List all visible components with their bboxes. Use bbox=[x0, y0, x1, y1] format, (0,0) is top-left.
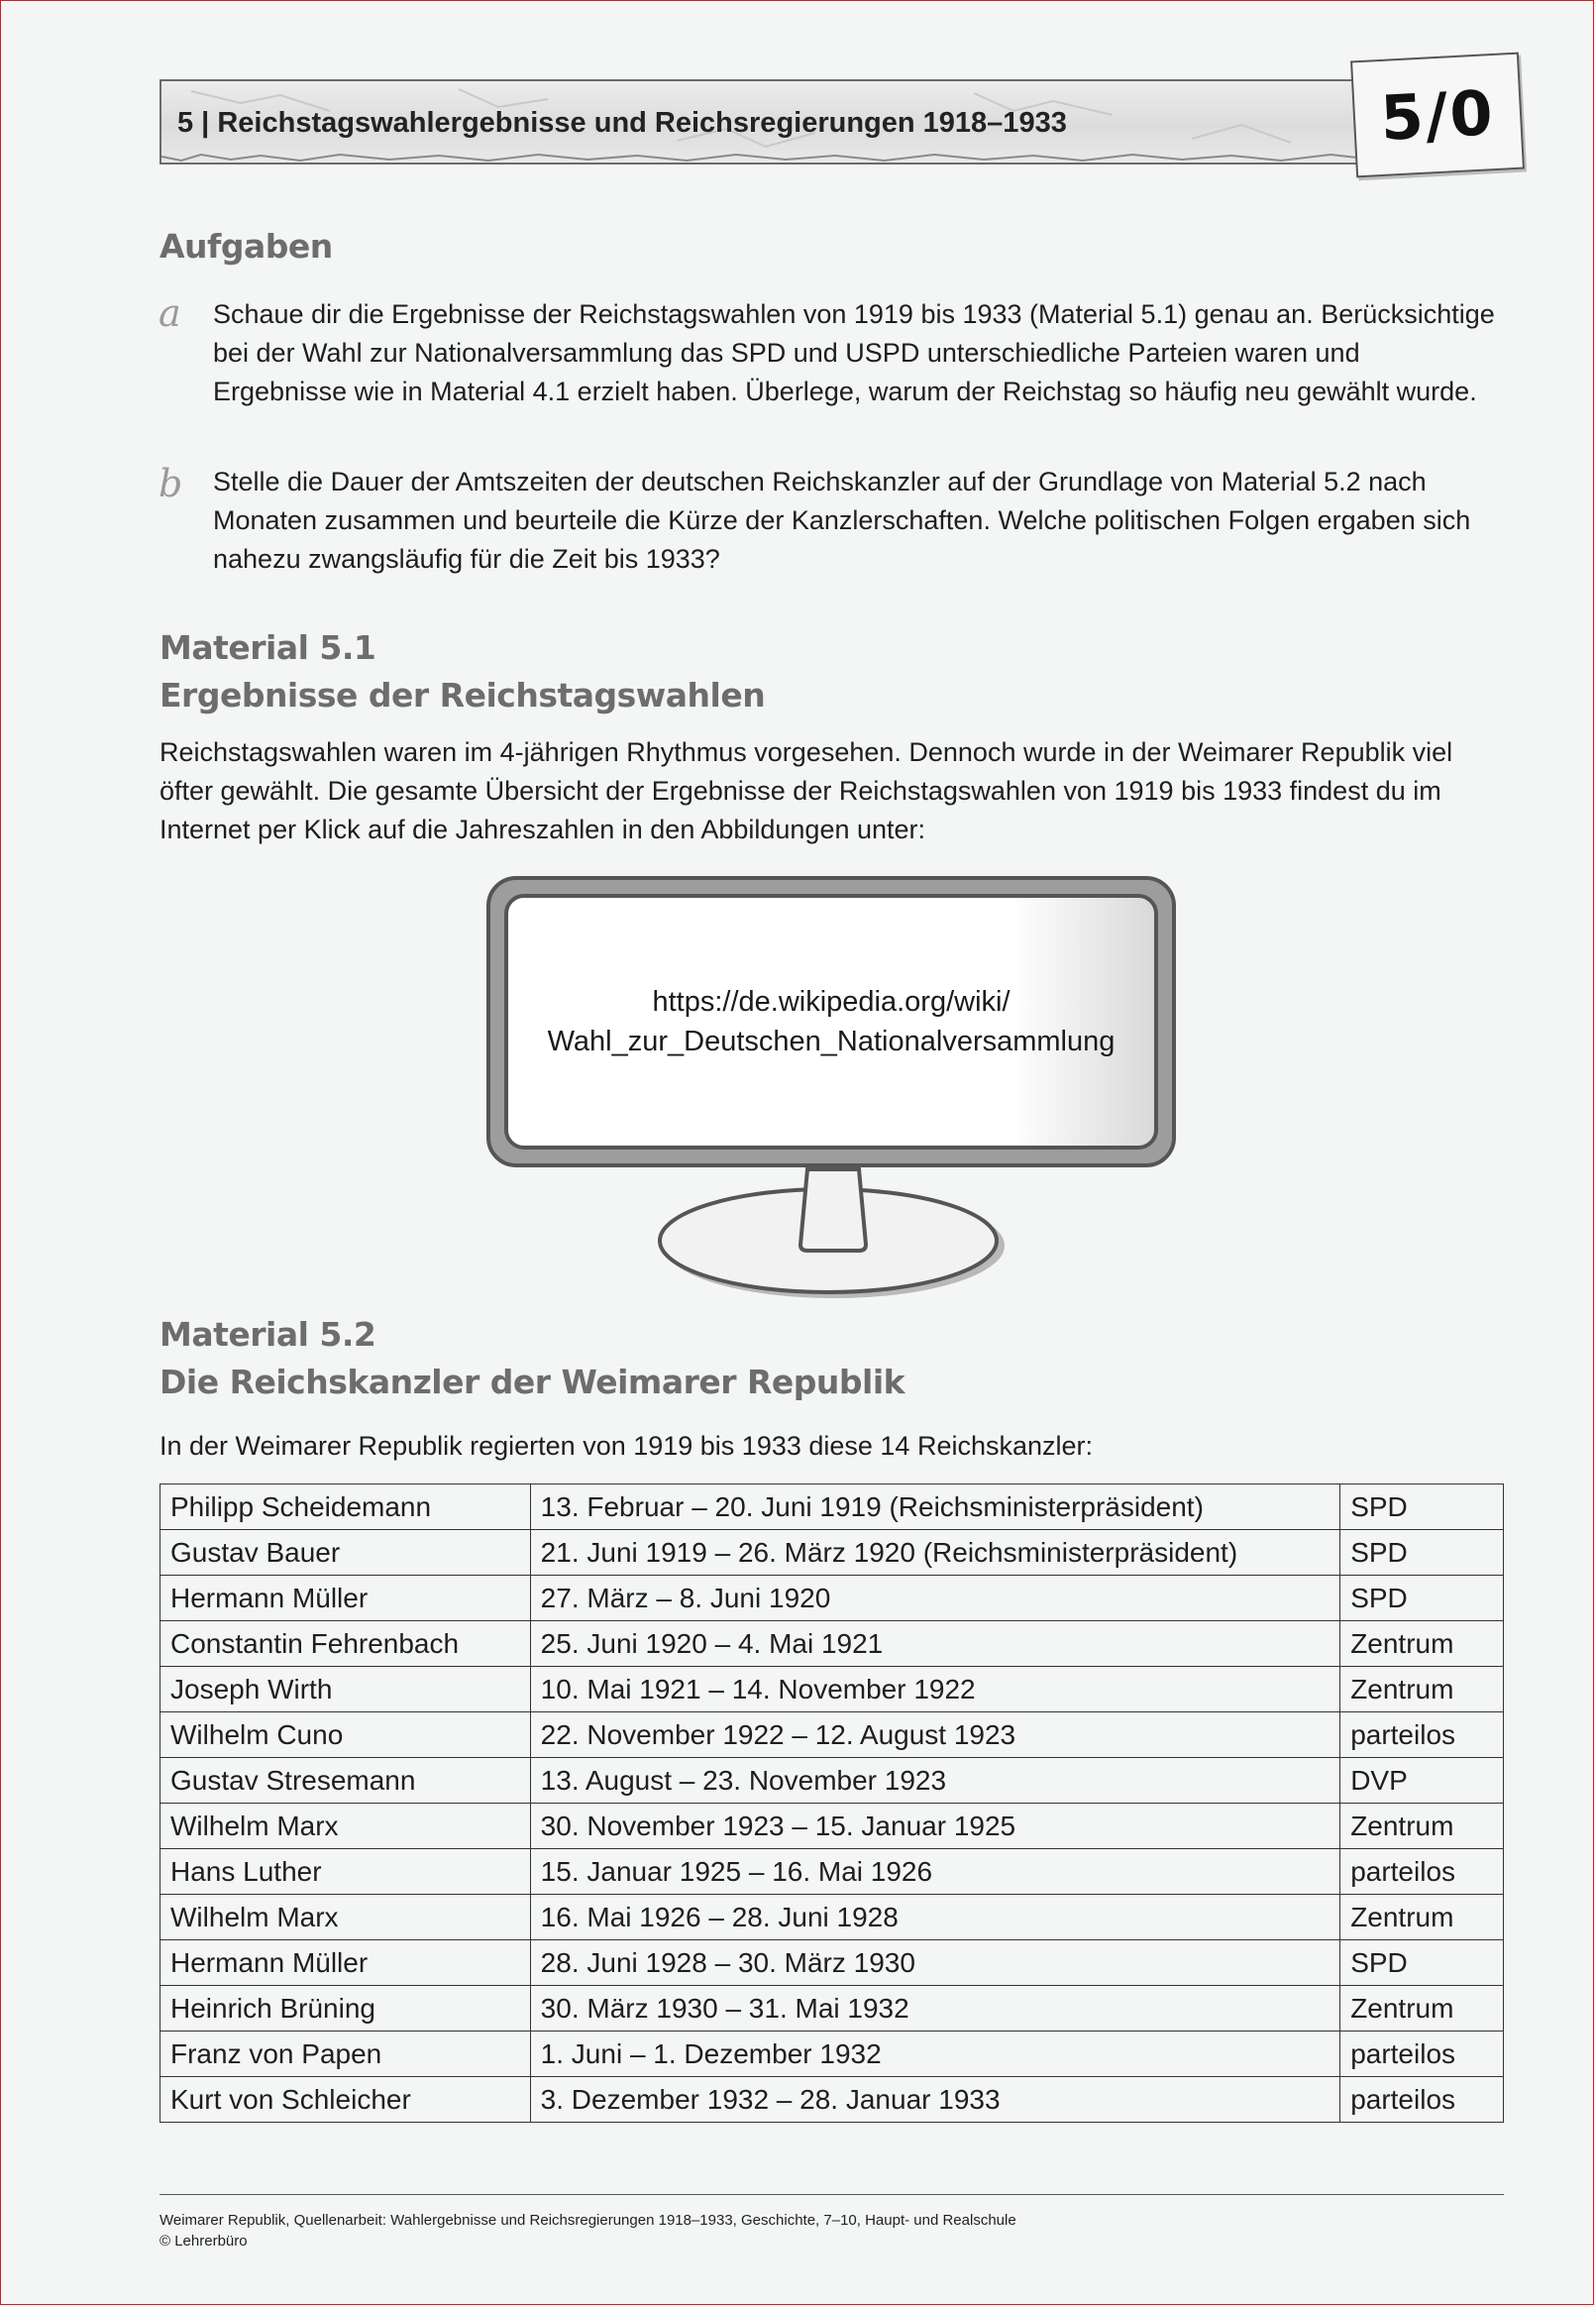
chancellor-name: Hermann Müller bbox=[160, 1940, 531, 1986]
party-name: parteilos bbox=[1340, 1849, 1504, 1895]
footer-copyright: © Lehrerbüro bbox=[160, 2233, 248, 2250]
material-1-text: Reichstagswahlen waren im 4-jährigen Rhythmus vorgesehen. Dennoch wurde in der Weimarer Republik viel öfter gewählt. Die gesamte Übersicht der Ergebnisse der Reichstagswahlen von 1919 bis 1933 findest du im Internet per Klick auf die Jahreszahlen in den Abbildungen unter: bbox=[160, 737, 1453, 844]
table-row bbox=[160, 1986, 1504, 2032]
chancellor-name: Wilhelm Cuno bbox=[160, 1712, 531, 1758]
footer bbox=[160, 2210, 1016, 2252]
monitor-screen bbox=[504, 894, 1158, 1150]
party-name: Zentrum bbox=[1340, 1804, 1504, 1849]
task-b-text: Stelle die Dauer der Amtszeiten der deutschen Reichskanzler auf der Grundlage von Material 5.2 nach Monaten zusammen und beurteile die Kürze der Kanzlerschaften. Welche politischen Folgen ergaben sich nahezu zwangsläufig für die Zeit bis 1933? bbox=[213, 467, 1471, 574]
chancellor-name: Kurt von Schleicher bbox=[160, 2077, 531, 2123]
party-name: parteilos bbox=[1340, 2077, 1504, 2123]
party-name: parteilos bbox=[1340, 1712, 1504, 1758]
table-row bbox=[160, 1804, 1504, 1849]
task-a-text: Schaue dir die Ergebnisse der Reichstagswahlen von 1919 bis 1933 (Material 5.1) genau an. Berücksichtige bei der Wahl zur Nationalversammlung das SPD und USPD unterschiedliche Parteien waren und Ergebnisse wie in Material 4.1 erzielt haben. Überlege, warum der Reichstag so häufig neu gewählt wurde. bbox=[213, 299, 1495, 406]
footer-divider bbox=[160, 2194, 1504, 2195]
party-name: parteilos bbox=[1340, 2032, 1504, 2077]
term-period: 28. Juni 1928 – 30. März 1930 bbox=[530, 1940, 1340, 1986]
table-row bbox=[160, 1530, 1504, 1576]
table-row bbox=[160, 1576, 1504, 1621]
monitor-stand-icon bbox=[654, 1165, 1030, 1304]
chancellor-name: Hans Luther bbox=[160, 1849, 531, 1895]
party-name: SPD bbox=[1340, 1940, 1504, 1986]
tasks-heading: Aufgaben bbox=[160, 227, 333, 266]
table-row bbox=[160, 1895, 1504, 1940]
term-period: 25. Juni 1920 – 4. Mai 1921 bbox=[530, 1621, 1340, 1667]
party-name: Zentrum bbox=[1340, 1621, 1504, 1667]
chancellor-name: Joseph Wirth bbox=[160, 1667, 531, 1712]
party-name: SPD bbox=[1340, 1530, 1504, 1576]
table-row bbox=[160, 1621, 1504, 1667]
party-name: Zentrum bbox=[1340, 1667, 1504, 1712]
chancellors-table bbox=[160, 1483, 1504, 2123]
task-a-letter: a bbox=[159, 291, 181, 335]
term-period: 30. März 1930 – 31. Mai 1932 bbox=[530, 1986, 1340, 2032]
chancellor-name: Wilhelm Marx bbox=[160, 1895, 531, 1940]
party-name: DVP bbox=[1340, 1758, 1504, 1804]
table-row bbox=[160, 1712, 1504, 1758]
chancellor-name: Hermann Müller bbox=[160, 1576, 531, 1621]
header-banner bbox=[160, 79, 1368, 165]
party-name: Zentrum bbox=[1340, 1986, 1504, 2032]
table-row bbox=[160, 1758, 1504, 1804]
table-row bbox=[160, 1849, 1504, 1895]
term-period: 22. November 1922 – 12. August 1923 bbox=[530, 1712, 1340, 1758]
term-period: 1. Juni – 1. Dezember 1932 bbox=[530, 2032, 1340, 2077]
wikipedia-link-line1[interactable]: https://de.wikipedia.org/wiki/ bbox=[652, 986, 1011, 1018]
page-title: 5 | Reichstagswahlergebnisse und Reichsregierungen 1918–1933 bbox=[177, 107, 1067, 139]
table-row bbox=[160, 1667, 1504, 1712]
term-period: 30. November 1923 – 15. Januar 1925 bbox=[530, 1804, 1340, 1849]
table-row bbox=[160, 1940, 1504, 1986]
chancellor-name: Philipp Scheidemann bbox=[160, 1484, 531, 1530]
material-1-label: Material 5.1 bbox=[160, 628, 376, 667]
chancellor-name: Gustav Bauer bbox=[160, 1530, 531, 1576]
term-period: 3. Dezember 1932 – 28. Januar 1933 bbox=[530, 2077, 1340, 2123]
table-row bbox=[160, 2032, 1504, 2077]
wikipedia-link-line2[interactable]: Wahl_zur_Deutschen_Nationalversammlung bbox=[547, 1026, 1116, 1057]
worksheet-number-tag bbox=[1350, 53, 1525, 178]
task-b-letter: b bbox=[159, 462, 183, 505]
chancellor-name: Constantin Fehrenbach bbox=[160, 1621, 531, 1667]
chancellor-name: Wilhelm Marx bbox=[160, 1804, 531, 1849]
material-2-label: Material 5.2 bbox=[160, 1315, 376, 1354]
term-period: 10. Mai 1921 – 14. November 1922 bbox=[530, 1667, 1340, 1712]
chancellor-name: Franz von Papen bbox=[160, 2032, 531, 2077]
term-period: 13. Februar – 20. Juni 1919 (Reichsministerpräsident) bbox=[530, 1484, 1340, 1530]
material-2-intro: In der Weimarer Republik regierten von 1919 bis 1933 diese 14 Reichskanzler: bbox=[160, 1431, 1094, 1461]
worksheet-number: 5/0 bbox=[1378, 75, 1497, 155]
table-row bbox=[160, 2077, 1504, 2123]
term-period: 15. Januar 1925 – 16. Mai 1926 bbox=[530, 1849, 1340, 1895]
party-name: Zentrum bbox=[1340, 1895, 1504, 1940]
term-period: 16. Mai 1926 – 28. Juni 1928 bbox=[530, 1895, 1340, 1940]
table-row bbox=[160, 1484, 1504, 1530]
term-period: 13. August – 23. November 1923 bbox=[530, 1758, 1340, 1804]
footer-source: Weimarer Republik, Quellenarbeit: Wahlergebnisse und Reichsregierungen 1918–1933, Geschichte, 7–10, Haupt- und Realschule bbox=[160, 2212, 1016, 2229]
material-2-title: Die Reichskanzler der Weimarer Republik bbox=[160, 1363, 905, 1401]
term-period: 27. März – 8. Juni 1920 bbox=[530, 1576, 1340, 1621]
party-name: SPD bbox=[1340, 1576, 1504, 1621]
term-period: 21. Juni 1919 – 26. März 1920 (Reichsministerpräsident) bbox=[530, 1530, 1340, 1576]
material-1-title: Ergebnisse der Reichstagswahlen bbox=[160, 676, 766, 714]
chancellor-name: Heinrich Brüning bbox=[160, 1986, 531, 2032]
party-name: SPD bbox=[1340, 1484, 1504, 1530]
monitor-illustration bbox=[486, 876, 1176, 1167]
chancellor-name: Gustav Stresemann bbox=[160, 1758, 531, 1804]
